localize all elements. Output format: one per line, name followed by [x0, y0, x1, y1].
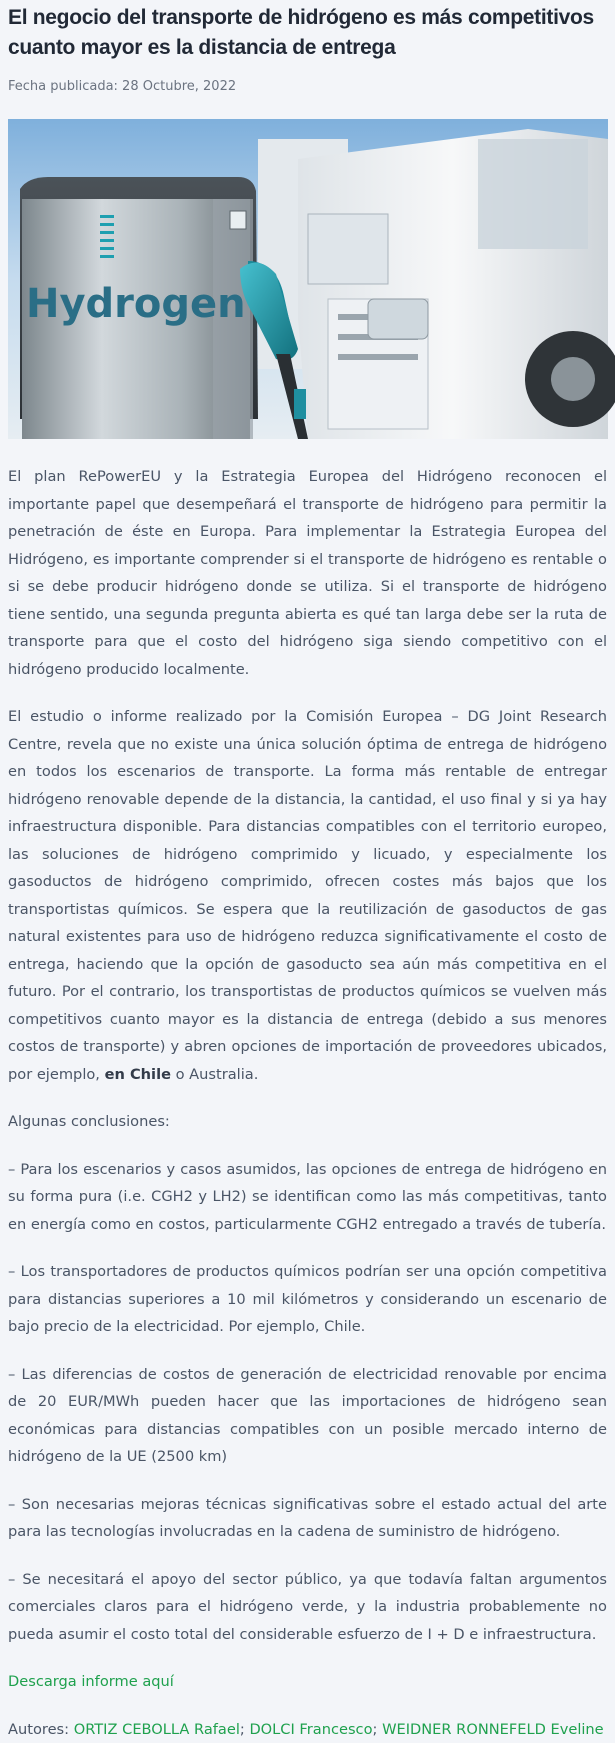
download-paragraph [8, 1668, 607, 1696]
author-separator: ; [373, 1721, 378, 1738]
authors-line [8, 1716, 607, 1743]
truck-side-window [308, 214, 388, 284]
hydrogen-truck-illustration [8, 119, 608, 439]
hero-image [8, 119, 608, 439]
conclusions-heading: Algunas conclusiones: [8, 1108, 607, 1136]
article-title: El negocio del transporte de hidrógeno es más competitivos cuanto mayor es la distancia de entrega [8, 3, 607, 63]
conclusion-item: – Son necesarias mejoras técnicas significativas sobre el estado actual del arte para las tecnologías involucradas en la cadena de suministro de hidrógeno. [8, 1491, 607, 1546]
publish-date: Fecha publicada: 28 Octubre, 2022 [8, 79, 607, 99]
conclusion-item: – Las diferencias de costos de generación de electricidad renovable por encima de 20 EUR/MWh pueden hacer que las importaciones de hidrógeno sean económicas para distancias compatibles con un posible mercado interno de hidrógeno de la UE (2500 km) [8, 1361, 607, 1471]
bold-chile: en Chile [105, 1066, 171, 1083]
pump-brand-text: Hydrogen [26, 281, 246, 327]
conclusion-item: – Para los escenarios y casos asumidos, las opciones de entrega de hidrógeno en su forma pura (i.e. CGH2 y LH2) se identifican como las más competitivas, tanto en energía como en costos, particularmente CGH2 entregado a través de tubería. [8, 1156, 607, 1239]
conclusion-item: – Los transportadores de productos químicos podrían ser una opción competitiva para distancias superiores a 10 mil kilómetros y considerando un escenario de bajo precio de la electricidad. Por ejemplo, Chile. [8, 1258, 607, 1341]
author-separator: ; [240, 1721, 245, 1738]
paragraph-study-text: El estudio o informe realizado por la Comisión Europea – DG Joint Research Centre, revela que no existe una única solución óptima de entrega de hidrógeno en todos los escenarios de transporte. La forma más rentable de entregar hidrógeno renovable depende de la distancia, la cantidad, el uso final y si ya hay infraestructura disponible. Para distancias compatibles con el territorio europeo, las soluciones de hidrógeno comprimido y licuado, y especialmente los gasoductos de hidrógeno comprimido, ofrecen costes más bajos que los transportistas químicos. Se espera que la reutilización de gasoductos de gas natural existentes para uso de hidrógeno reduzca significativamente el costo de entrega, haciendo que la opción de gasoducto sea aún más competitiva en el futuro. Por el contrario, los transportistas de productos químicos se vuelven más competitivos cuanto mayor es la distancia de entrega (debido a sus menores costos de transporte) y abren opciones de importación de proveedores ubicados, por ejemplo, [8, 708, 607, 1083]
article-body [8, 463, 607, 1743]
paragraph-study [8, 703, 607, 1088]
article-page [0, 3, 615, 1743]
author-link-weidner[interactable]: WEIDNER RONNEFELD Eveline [382, 1721, 604, 1738]
truck-windshield [478, 139, 588, 249]
authors-label: Autores: [8, 1721, 69, 1738]
paragraph-study-end: o Australia. [176, 1066, 259, 1083]
truck-headlight [368, 299, 428, 339]
download-report-link[interactable]: Descarga informe aquí [8, 1673, 174, 1690]
paragraph-intro: El plan RePowerEU y la Estrategia Europea del Hidrógeno reconocen el importante papel que desempeñará el transporte de hidrógeno para permitir la penetración de éste en Europa. Para implementar la Estrategia Europea del Hidrógeno, es importante comprender si el transporte de hidrógeno es rentable o si se debe producir hidrógeno donde se utiliza. Si el transporte de hidrógeno tiene sentido, una segunda pregunta abierta es qué tan larga debe ser la ruta de transporte para que el costo del hidrógeno siga siendo competitivo con el hidrógeno producido localmente. [8, 463, 607, 683]
author-link-ortiz[interactable]: ORTIZ CEBOLLA Rafael [74, 1721, 240, 1738]
author-link-dolci[interactable]: DOLCI Francesco [249, 1721, 372, 1738]
conclusion-item: – Se necesitará el apoyo del sector público, ya que todavía faltan argumentos comerciales claros para el hidrógeno verde, y la industria probablemente no pueda asumir el costo total del considerable esfuerzo de I + D e infraestructura. [8, 1566, 607, 1649]
